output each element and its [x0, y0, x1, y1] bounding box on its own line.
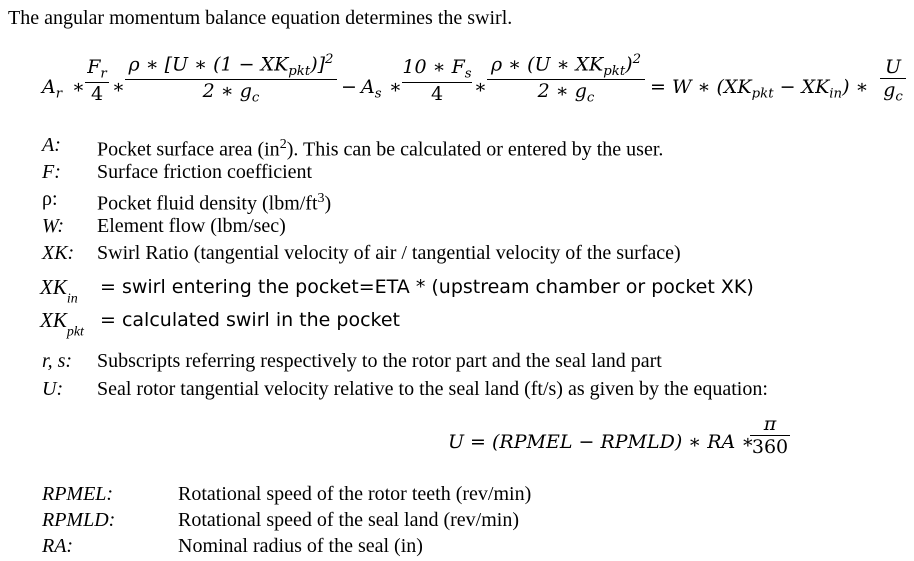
- def-symbol: A:: [42, 134, 61, 156]
- def-desc: Element flow (lbm/sec): [97, 215, 286, 237]
- times-symbol: ∗: [474, 76, 487, 98]
- def-desc: Swirl Ratio (tangential velocity of air / tangential velocity of the surface): [97, 242, 681, 264]
- def-desc: Pocket surface area $(in^2)$. This can be calculated or entered by the user.: [97, 137, 664, 161]
- term1-momentum-fraction: ρ ∗ [U ∗ $(1 - XK_{pkt})]^2$ 2 ∗ $g_c$: [125, 52, 337, 106]
- term1-area: $A_r$: [42, 76, 63, 102]
- def-desc: Seal rotor tangential velocity relative to the seal land (ft/s) as given by the equation:: [97, 378, 768, 400]
- def-symbol: ρ:: [42, 188, 58, 210]
- term2-area: $A_s$: [361, 76, 382, 102]
- def-symbol: F:: [42, 161, 61, 183]
- xk-pkt-symbol: $XK_{pkt}$: [40, 308, 84, 340]
- def-symbol: r, s:: [42, 350, 73, 372]
- def-desc: Subscripts referring respectively to the rotor part and the seal land part: [97, 350, 662, 372]
- def-desc: Rotational speed of the rotor teeth (rev/min): [178, 483, 532, 505]
- def-desc: Pocket fluid density $(lbm/ft^3)$: [97, 191, 332, 215]
- def-desc: Rotational speed of the seal land (rev/min): [178, 509, 520, 531]
- def-symbol: U:: [42, 378, 64, 400]
- velocity-equation-lhs: U = (RPMEL − RPMLD) ∗ RA ∗: [448, 431, 755, 453]
- times-symbol: ∗: [112, 76, 125, 98]
- intro-text: The angular momentum balance equation determines the swirl.: [8, 7, 513, 29]
- def-symbol: RPMLD:: [42, 509, 116, 531]
- minus-symbol: −: [341, 76, 357, 98]
- def-symbol: RA:: [42, 535, 74, 557]
- equation-rhs: = W ∗ $(XK_{pkt} - XK_{in})$ ∗: [650, 76, 869, 102]
- term2-friction-fraction: 10 ∗ $F_s$ 4: [402, 56, 472, 105]
- xk-in-symbol: $XK_{in}$: [40, 275, 78, 307]
- term1-friction-fraction: $F_r$ 4: [85, 56, 109, 105]
- xk-pkt-desc: = calculated swirl in the pocket: [100, 309, 401, 331]
- term2-momentum-fraction: ρ ∗ (U ∗ $XK_{pkt})^2$ 2 ∗ $g_c$: [487, 52, 645, 106]
- def-symbol: XK:: [42, 242, 75, 264]
- rhs-fraction: U $g_c$: [880, 56, 906, 105]
- times-symbol: ∗: [72, 76, 85, 98]
- def-desc: Surface friction coefficient: [97, 161, 313, 183]
- times-symbol: ∗: [389, 76, 402, 98]
- def-symbol: W:: [42, 215, 65, 237]
- def-desc: Nominal radius of the seal (in): [178, 535, 423, 557]
- def-symbol: RPMEL:: [42, 483, 114, 505]
- pi-over-360-fraction: π 360: [751, 413, 789, 458]
- xk-in-desc: = swirl entering the pocket=ETA * (upstream chamber or pocket XK): [100, 276, 754, 298]
